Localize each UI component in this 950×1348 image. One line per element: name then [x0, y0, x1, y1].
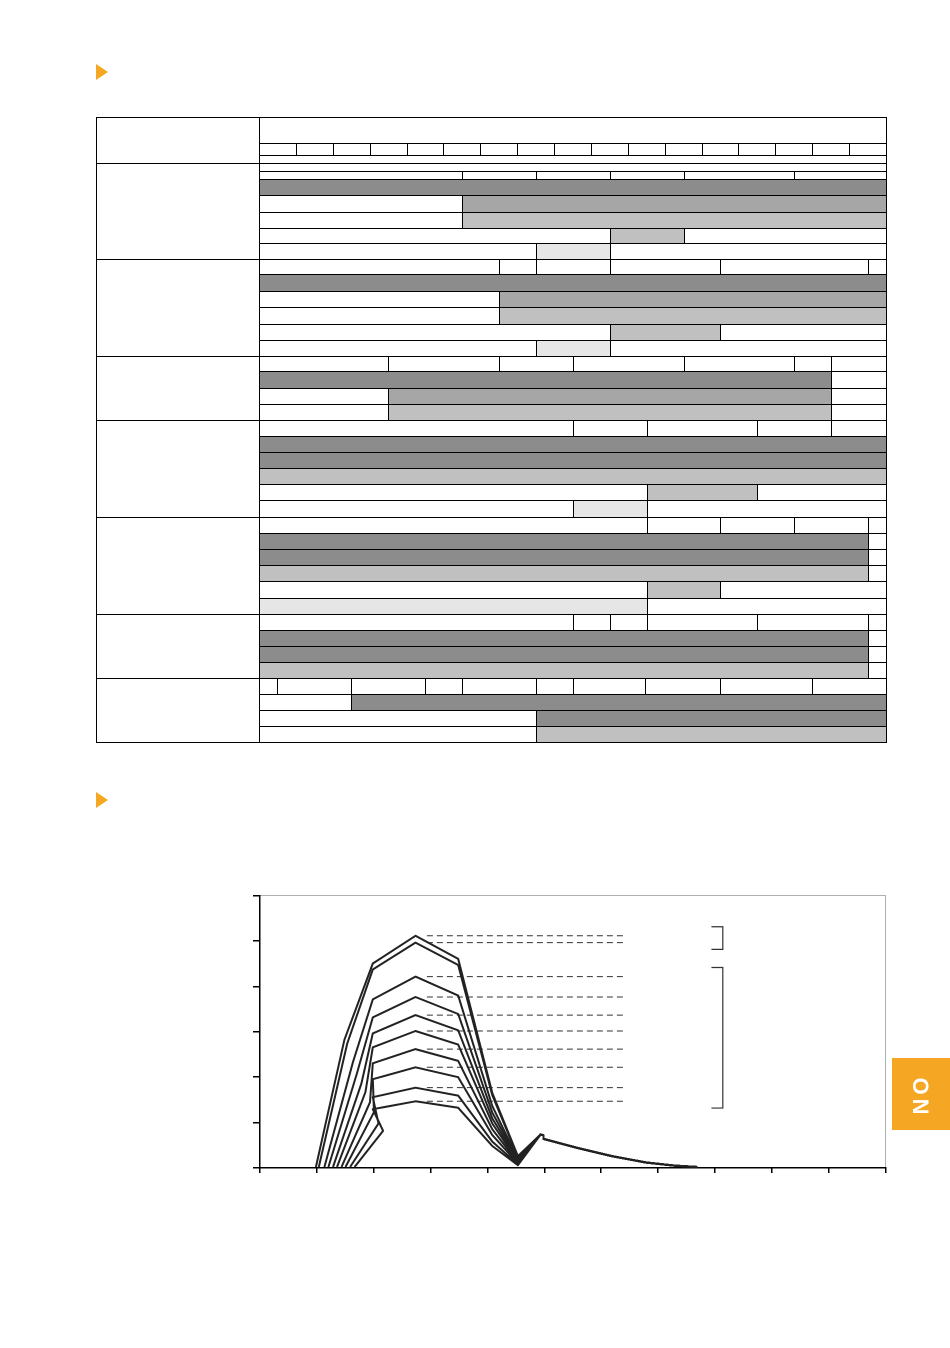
- side-tab-label: NO: [908, 1073, 933, 1115]
- legend-bracket: [711, 927, 722, 950]
- series-line: [355, 1101, 698, 1167]
- legend-bracket: [711, 968, 722, 1109]
- series-line: [337, 1031, 697, 1167]
- series-line: [333, 1015, 697, 1167]
- side-index-tab[interactable]: [892, 1058, 950, 1130]
